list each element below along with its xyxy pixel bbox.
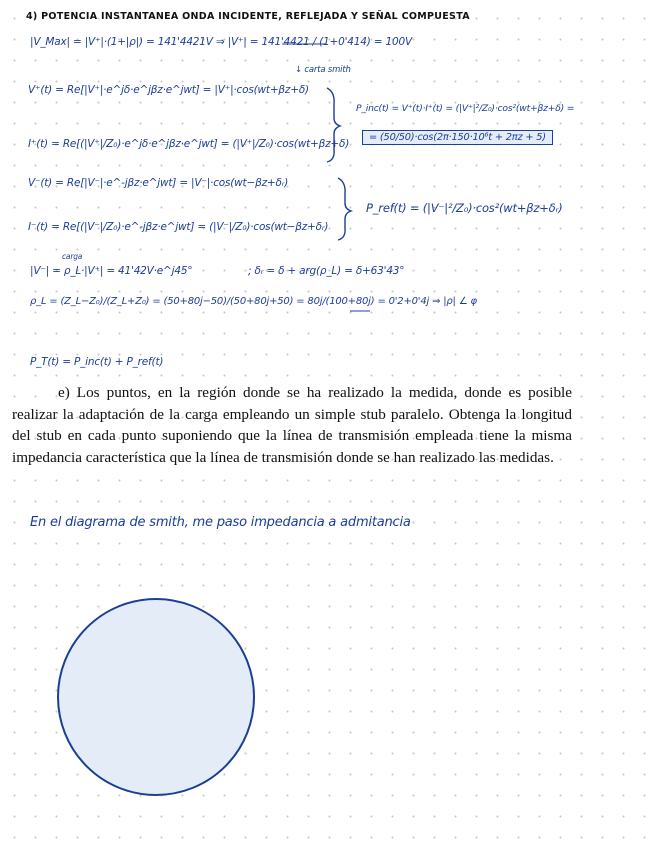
eq-delta-r: ; δᵣ = δ + arg(ρ_L) = δ+63'43° xyxy=(248,265,405,277)
answer-note: En el diagrama de smith, me paso impedancia a admitancia xyxy=(30,515,411,530)
eq-p-inc-boxed: = (50/50)·cos(2π·150·10⁶t + 2πz + 5) xyxy=(362,130,553,145)
eq-note-carga: carga xyxy=(62,252,83,261)
problem-statement: e) Los puntos, en la región donde se ha realizado la medida, donde es posible realizar la adaptación de la carga empleando un simple stub paralelo. Obtenga la longitud del stub en cada punto suponiendo que la línea de transmisión empleada tiene la misma impedancia característica que la línea de transmisión donde se han realizado las medidas. xyxy=(12,384,572,466)
eq-p-ref: P_ref(t) = (|V⁻|²/Z₀)·cos²(wt+βz+δᵣ) xyxy=(366,201,563,215)
smith-chart-circle xyxy=(58,599,254,795)
brace-incident xyxy=(327,88,340,162)
eq-p-inc: P_inc(t) = V⁺(t)·I⁺(t) = (|V⁺|²/Z₀)·cos²(wt+βz+δ) = xyxy=(356,103,575,114)
eq-i-plus: I⁺(t) = Re[(|V⁺|/Z₀)·e^jδ·e^jβz·e^jwt] = (|V⁺|/Z₀)·cos(wt+βz+δ) xyxy=(28,138,350,150)
eq-v-minus: V⁻(t) = Re[|V⁻|·e^-jβz·e^jwt] = |V⁻|·cos(wt−βz+δᵣ) xyxy=(28,177,289,189)
eq-vmax: |V_Max| = |V⁺|·(1+|ρ|) = 141'4421V ⇒ |V⁺| = 141'4421 / (1+0'414) = 100V xyxy=(30,36,412,48)
eq-v-minus-mag: |V⁻| = ρ_L·|V⁺| = 41'42V·e^j45° xyxy=(30,265,193,277)
eq-i-minus: I⁻(t) = Re[(|V⁻|/Z₀)·e^-jβz·e^jwt] = (|V⁻|/Z₀)·cos(wt−βz+δᵣ) xyxy=(28,221,329,233)
eq-v-plus: V⁺(t) = Re[|V⁺|·e^jδ·e^jβz·e^jwt] = |V⁺|·cos(wt+βz+δ) xyxy=(28,84,309,96)
eq-p-total: P_T(t) = P_inc(t) + P_ref(t) xyxy=(30,356,164,368)
note-smith-arrow: ↓ carta smith xyxy=(295,65,351,75)
section-heading: 4) POTENCIA INSTANTANEA ONDA INCIDENTE, REFLEJADA Y SEÑAL COMPUESTA xyxy=(26,11,470,22)
brace-reflected xyxy=(338,178,351,240)
eq-rho-load: ρ_L = (Z_L−Z₀)/(Z_L+Z₀) = (50+80j−50)/(50+80j+50) = 80j/(100+80j) = 0'2+0'4j ⇒ |ρ| ∠ φ xyxy=(30,296,477,307)
